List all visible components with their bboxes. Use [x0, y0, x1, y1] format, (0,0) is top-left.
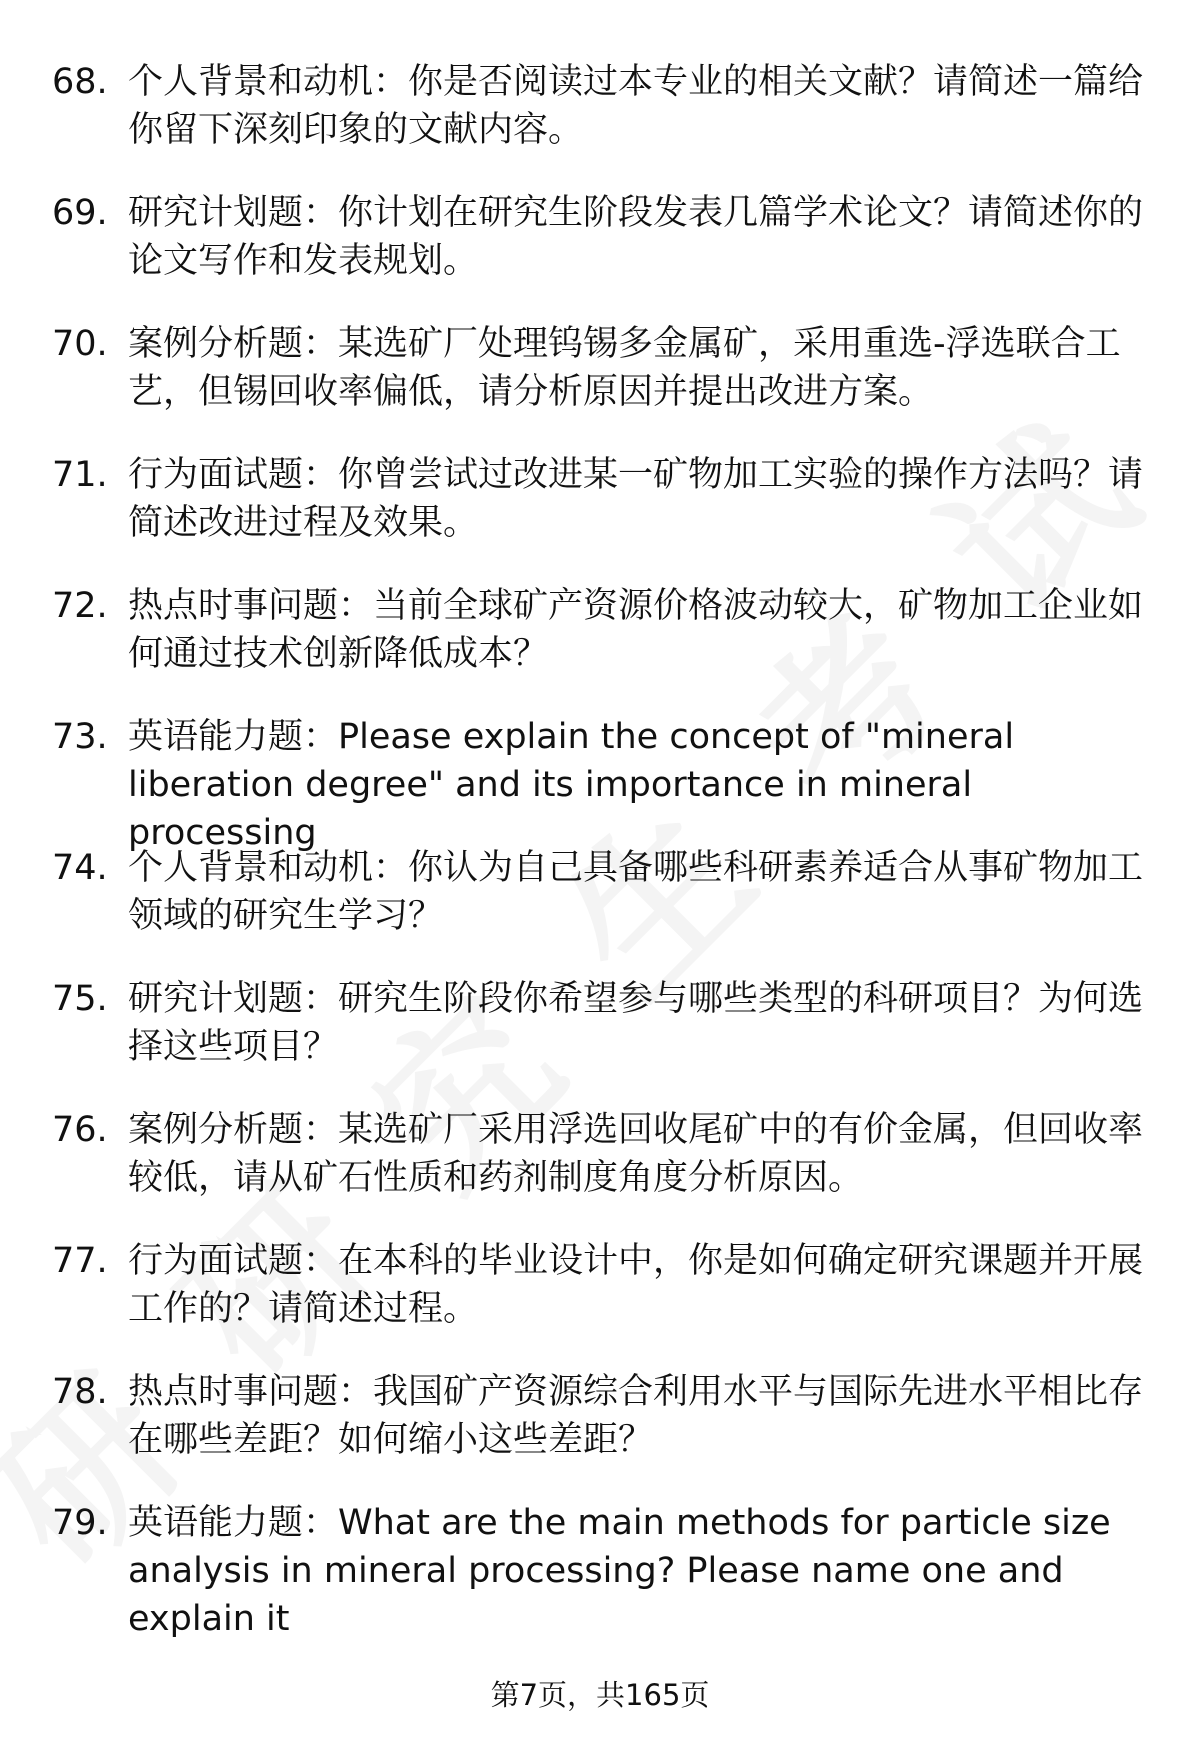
- question-text: 个人背景和动机：你认为自己具备哪些科研素养适合从事矿物加工领域的研究生学习？: [128, 848, 1144, 936]
- question-text: 案例分析题：某选矿厂采用浮选回收尾矿中的有价金属，但回收率较低，请从矿石性质和药剂制度角度分析原因。: [128, 1110, 1144, 1198]
- question-number: 76.: [52, 1110, 108, 1150]
- question-item: [0, 189, 1200, 320]
- question-text: 英语能力题：Please explain the concept of "mineral liberation degree" and its importance in mineral processing: [128, 717, 1015, 853]
- page-footer: 第7页，共165页: [490, 1678, 710, 1712]
- question-text: 行为面试题：在本科的毕业设计中，你是如何确定研究课题并开展工作的？请简述过程。: [128, 1241, 1144, 1329]
- question-number: 72.: [52, 586, 108, 626]
- question-item: [0, 713, 1200, 853]
- question-number: 73.: [52, 717, 108, 757]
- question-item: [0, 1106, 1200, 1237]
- question-item: [0, 844, 1200, 975]
- question-text: 个人背景和动机：你是否阅读过本专业的相关文献？请简述一篇给你留下深刻印象的文献内容。: [128, 62, 1144, 150]
- question-list: [0, 58, 1200, 1679]
- question-item: [0, 1499, 1200, 1679]
- question-item: [0, 1368, 1200, 1499]
- question-item: [0, 451, 1200, 582]
- question-number: 69.: [52, 193, 108, 233]
- question-text: 研究计划题：研究生阶段你希望参与哪些类型的科研项目？为何选择这些项目？: [128, 979, 1144, 1067]
- question-item: [0, 58, 1200, 189]
- question-text: 行为面试题：你曾尝试过改进某一矿物加工实验的操作方法吗？请简述改进过程及效果。: [128, 455, 1144, 543]
- question-number: 74.: [52, 848, 108, 888]
- question-number: 78.: [52, 1372, 108, 1412]
- question-number: 70.: [52, 324, 108, 364]
- question-item: [0, 320, 1200, 451]
- question-item: [0, 1237, 1200, 1368]
- question-item: [0, 582, 1200, 713]
- question-number: 75.: [52, 979, 108, 1019]
- question-number: 79.: [52, 1503, 108, 1543]
- question-text: 案例分析题：某选矿厂处理钨锡多金属矿，采用重选-浮选联合工艺，但锡回收率偏低，请分析原因并提出改进方案。: [128, 324, 1121, 412]
- question-number: 68.: [52, 62, 108, 102]
- question-text: 热点时事问题：我国矿产资源综合利用水平与国际先进水平相比存在哪些差距？如何缩小这些差距？: [128, 1372, 1144, 1460]
- question-text: 研究计划题：你计划在研究生阶段发表几篇学术论文？请简述你的论文写作和发表规划。: [128, 193, 1144, 281]
- question-text: 英语能力题：What are the main methods for particle size analysis in mineral processing? Please name one and explain it: [128, 1503, 1111, 1639]
- question-item: [0, 975, 1200, 1106]
- question-number: 77.: [52, 1241, 108, 1281]
- question-text: 热点时事问题：当前全球矿产资源价格波动较大，矿物加工企业如何通过技术创新降低成本？: [128, 586, 1144, 674]
- question-number: 71.: [52, 455, 108, 495]
